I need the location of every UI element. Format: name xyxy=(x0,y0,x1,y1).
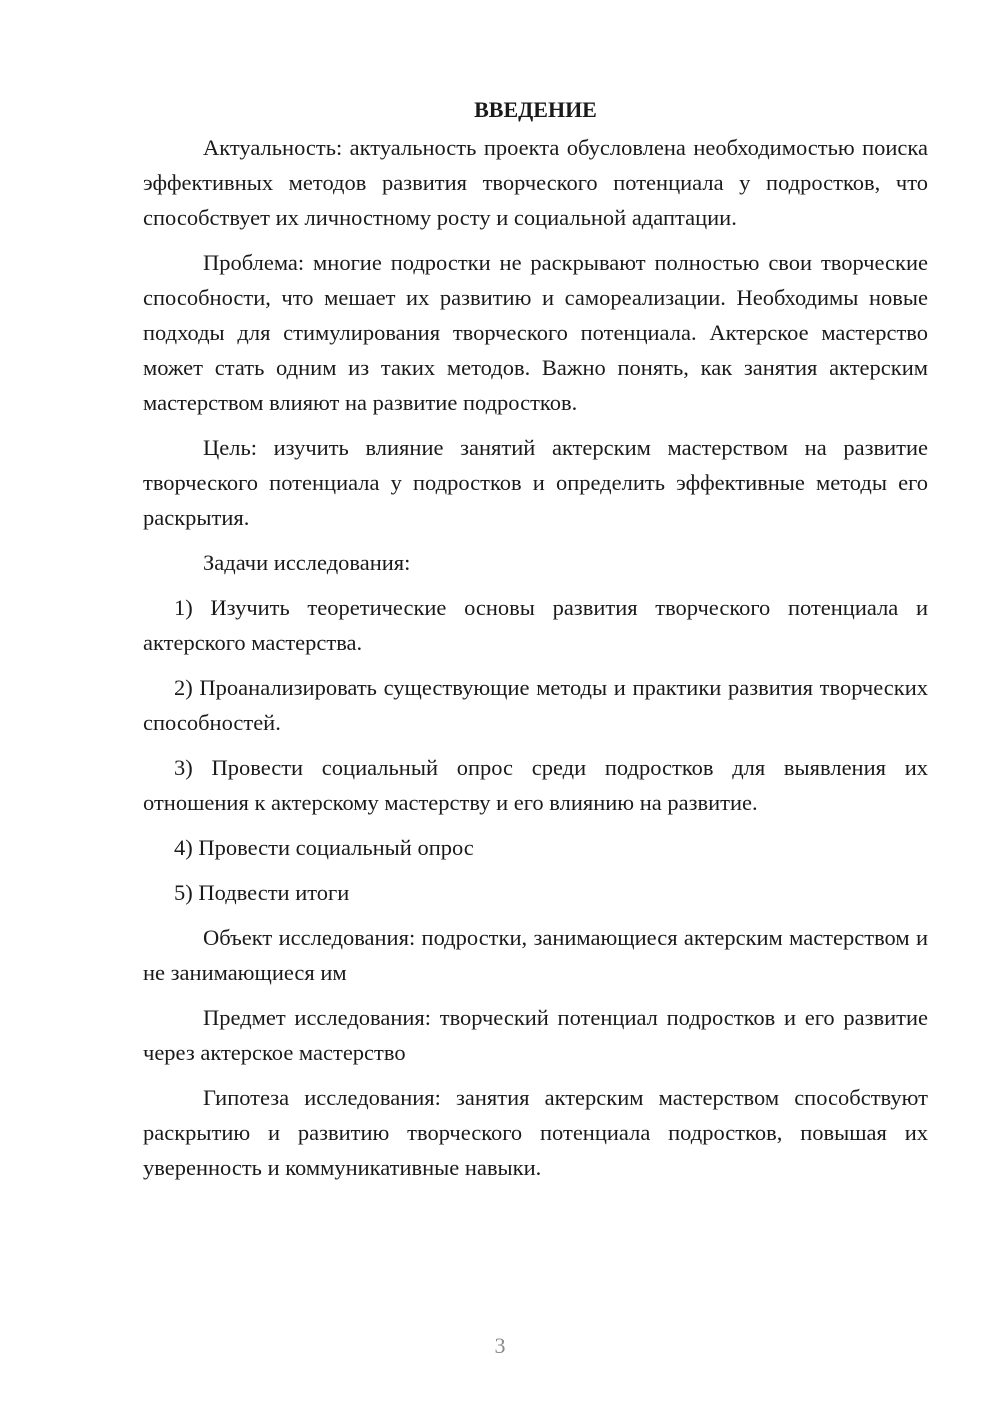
relevance-paragraph: Актуальность: актуальность проекта обусловлена необходимостью поиска эффективных методов развития творческого потенциала у подростков, что способствует их личностному росту и социальной адаптации. xyxy=(143,135,928,230)
task-item: 5) Подвести итоги xyxy=(174,880,350,905)
problem-paragraph: Проблема: многие подростки не раскрывают полностью свои творческие способности, что мешает их развитию и самореализации. Необходимы новые подходы для стимулирования творческого потенциала. Актерское мастерство может стать одним из таких методов. Важно понять, как занятия актерским мастерством влияют на развитие подростков. xyxy=(143,250,928,415)
tasks-heading: Задачи исследования: xyxy=(203,550,411,575)
page-number: 3 xyxy=(494,1333,506,1358)
section-title: ВВЕДЕНИЕ xyxy=(474,97,597,122)
goal-paragraph: Цель: изучить влияние занятий актерским мастерством на развитие творческого потенциала у подростков и определить эффективные методы его раскрытия. xyxy=(143,435,928,530)
page-content xyxy=(143,92,928,1195)
task-item: 4) Провести социальный опрос xyxy=(174,835,474,860)
task-item: 2) Проанализировать существующие методы и практики развития творческих способностей. xyxy=(143,675,928,735)
object-paragraph: Объект исследования: подростки, занимающиеся актерским мастерством и не занимающиеся им xyxy=(143,925,928,985)
task-item: 3) Провести социальный опрос среди подростков для выявления их отношения к актерскому мастерству и его влиянию на развитие. xyxy=(143,755,928,815)
hypothesis-paragraph: Гипотеза исследования: занятия актерским мастерством способствуют раскрытию и развитию творческого потенциала подростков, повышая их уверенность и коммуникативные навыки. xyxy=(143,1085,928,1180)
task-item: 1) Изучить теоретические основы развития творческого потенциала и актерского мастерства. xyxy=(143,595,928,655)
subject-paragraph: Предмет исследования: творческий потенциал подростков и его развитие через актерское мастерство xyxy=(143,1005,928,1065)
